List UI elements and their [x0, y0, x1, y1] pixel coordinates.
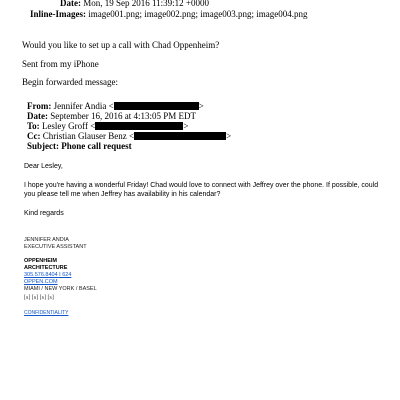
body-line-forwarded: Begin forwarded message:	[22, 77, 118, 87]
fwd-to: To: Lesley Groff < >	[27, 121, 189, 131]
signature-website-link[interactable]: OPPEN.COM	[24, 279, 58, 285]
signature-name: JENNIFER ANDIA	[24, 237, 69, 243]
message-paragraph: I hope you're having a wonderful Friday! Chad would love to connect with Jeffrey over the phone. If possible, could you please tell me when Jeffrey has availability in his calendar?	[24, 182, 379, 198]
redaction-to-email	[95, 122, 183, 130]
fwd-subject: Subject: Phone call request	[27, 141, 132, 151]
body-line-call: Would you like to set up a call with Chad Oppenheim?	[22, 40, 220, 50]
signature-phone-link[interactable]: 305.576.8404 I 624	[24, 272, 72, 278]
body-line-sent-from: Sent from my iPhone	[22, 59, 99, 69]
message-greeting: Dear Lesley,	[24, 163, 63, 170]
email-header-date: Date: Mon, 19 Sep 2016 11:39:12 +0000	[60, 0, 209, 8]
signature-title: EXECUTIVE ASSISTANT	[24, 244, 87, 250]
signature-social-icons: [s] [s] [s] [s]	[24, 295, 54, 301]
signature-company-1: OPPENHEIM	[24, 258, 58, 264]
message-closing: Kind regards	[24, 210, 64, 217]
signature-cities: MIAMI / NEW YORK / BASEL	[24, 286, 97, 292]
fwd-date: Date: September 16, 2016 at 4:13:05 PM EDT	[27, 111, 196, 121]
redaction-cc-email	[134, 132, 226, 140]
fwd-cc: Cc: Christian Glauser Benz < >	[27, 131, 232, 141]
confidentiality-link[interactable]: CONFIDENTIALITY	[24, 310, 69, 316]
signature-company-2: ARCHITECTURE	[24, 265, 68, 271]
fwd-from: From: Jennifer Andia < >	[27, 101, 204, 111]
email-header-inline-images: Inline-Images: image001.png; image002.png; image003.png; image004.png	[30, 9, 308, 19]
redaction-from-email	[114, 102, 199, 110]
